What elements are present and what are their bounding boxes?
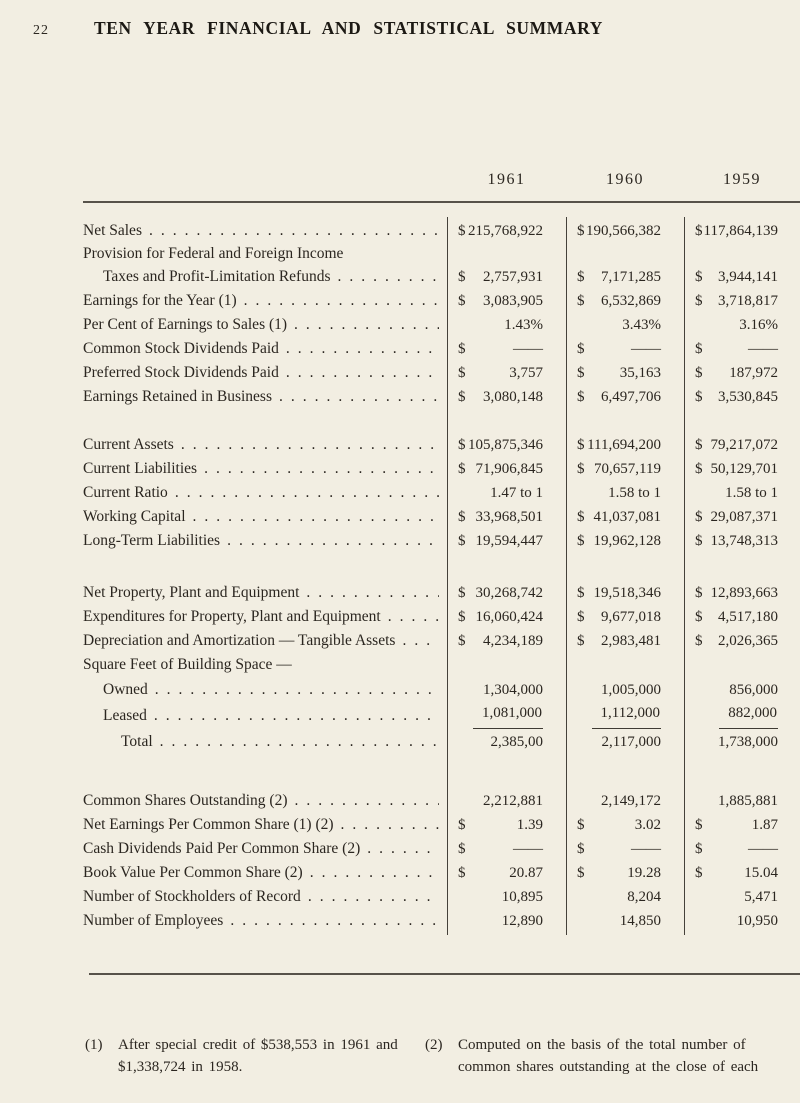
dot-leaders <box>147 703 439 729</box>
value-1960: $ 35,163 <box>577 365 661 381</box>
row-current-liabilities <box>83 457 800 481</box>
column-divider <box>566 217 567 935</box>
value-1961: $ 215,768,922 <box>458 223 543 239</box>
row-stockholders-of-record <box>83 885 800 909</box>
value-1959: $ —— <box>695 841 778 857</box>
dot-leaders <box>279 337 439 361</box>
dot-leaders <box>168 481 439 505</box>
value-1960: $ 19,518,346 <box>577 585 661 601</box>
value-1959: 3.16% <box>739 317 778 333</box>
row-label: Long-Term Liabilities <box>83 532 221 549</box>
footnote-text: Computed on the basis of the total number of <box>458 1037 746 1053</box>
dot-leaders <box>334 813 439 837</box>
value-1959: $ 117,864,139 <box>695 223 778 239</box>
value-1961: 2,212,881 <box>483 793 543 809</box>
value-1959: 5,471 <box>744 889 778 905</box>
year-header-row <box>83 167 800 193</box>
row-label: Book Value Per Common Share (2) <box>83 864 303 881</box>
value-1959: 10,950 <box>736 913 778 929</box>
value-1960: $ 6,532,869 <box>577 293 661 309</box>
value-1960: $ 3.02 <box>577 817 661 833</box>
value-1959: $ 15.04 <box>695 865 778 881</box>
value-1961: $ 16,060,424 <box>458 609 543 625</box>
value-1961: $ 33,968,501 <box>458 509 543 525</box>
row-net-sales <box>83 219 800 243</box>
value-1959: 1,738,000 <box>718 734 778 750</box>
value-1959: $ —— <box>695 341 778 357</box>
row-label: Common Shares Outstanding (2) <box>83 792 288 809</box>
page-number: 22 <box>33 23 49 38</box>
row-percent-earnings-to-sales <box>83 313 800 337</box>
row-label: Current Assets <box>83 436 174 453</box>
row-label: Square Feet of Building Space — <box>83 656 292 673</box>
column-divider <box>684 217 685 935</box>
column-header-1961: 1961 <box>487 171 526 188</box>
footnote-marker: (2) <box>425 1037 443 1053</box>
value-1960: $ 6,497,706 <box>577 389 661 405</box>
row-current-ratio <box>83 481 800 505</box>
dot-leaders <box>272 385 439 409</box>
row-label: Owned <box>103 681 148 698</box>
value-1960: 2,117,000 <box>601 734 661 750</box>
value-1961: $ —— <box>458 841 543 857</box>
value-1959: $ 29,087,371 <box>695 509 778 525</box>
value-1961: $ 20.87 <box>458 865 543 881</box>
value-1960: $ 111,694,200 <box>577 437 661 453</box>
row-label: Provision for Federal and Foreign Income <box>83 245 344 262</box>
footnote-marker: (1) <box>85 1037 103 1053</box>
value-1961: 12,890 <box>501 913 543 929</box>
value-1960: 1,112,000 <box>566 700 684 729</box>
row-label: Number of Employees <box>83 912 224 929</box>
dot-leaders <box>395 629 439 653</box>
value-1960: 1.58 to 1 <box>608 485 661 501</box>
column-divider <box>447 217 448 935</box>
dot-leaders <box>381 605 439 629</box>
value-1960: $ 7,171,285 <box>577 269 661 285</box>
value-1961: $ 1.39 <box>458 817 543 833</box>
dot-leaders <box>197 457 439 481</box>
dot-leaders <box>301 885 439 909</box>
footnote-text: $1,338,724 in 1958. <box>118 1058 243 1075</box>
dot-leaders <box>223 909 439 933</box>
row-current-assets <box>83 433 800 457</box>
value-1961: 2,385,00 <box>490 734 543 750</box>
value-1959: $ 187,972 <box>695 365 778 381</box>
value-1959: $ 12,893,663 <box>695 585 778 601</box>
bottom-rule <box>89 973 800 975</box>
value-1961: 1.47 to 1 <box>490 485 543 501</box>
value-1960: $ 190,566,382 <box>577 223 661 239</box>
row-label-line2: Taxes and Profit-Limitation Refunds <box>103 268 331 285</box>
value-1959: $ 3,944,141 <box>695 269 778 285</box>
value-1961: $ —— <box>458 341 543 357</box>
value-1961: $ 3,757 <box>458 365 543 381</box>
row-depreciation-amortization <box>83 629 800 653</box>
row-label: Earnings Retained in Business <box>83 388 272 405</box>
row-employees <box>83 909 800 933</box>
footnote-2 <box>425 1035 790 1078</box>
row-common-shares-outstanding <box>83 789 800 813</box>
value-1959: 882,000 <box>684 700 800 729</box>
row-expenditures-ppe <box>83 605 800 629</box>
dot-leaders <box>288 789 440 813</box>
value-1960: $ 70,657,119 <box>577 461 661 477</box>
row-book-value-per-share <box>83 861 800 885</box>
row-earnings-retained <box>83 385 800 409</box>
dot-leaders <box>148 677 439 703</box>
value-1961: 1,081,000 <box>447 700 566 729</box>
value-1960: $ —— <box>577 341 661 357</box>
row-provision-income-taxes <box>83 243 800 289</box>
value-1959: $ 1.87 <box>695 817 778 833</box>
row-square-feet-heading <box>83 653 800 677</box>
row-label: Net Earnings Per Common Share (1) (2) <box>83 816 334 833</box>
row-net-earnings-per-share <box>83 813 800 837</box>
footnotes <box>85 1035 790 1078</box>
table-body <box>83 203 800 937</box>
footnote-1 <box>85 1035 425 1078</box>
value-1961: $ 3,080,148 <box>458 389 543 405</box>
row-label: Depreciation and Amortization — Tangible Assets <box>83 632 396 649</box>
value-1960: 1,005,000 <box>601 682 661 698</box>
value-1960: 8,204 <box>627 889 661 905</box>
value-1960: 14,850 <box>619 913 661 929</box>
value-1961: $ 4,234,189 <box>458 633 543 649</box>
value-1961: 1.43% <box>504 317 543 333</box>
row-label: Per Cent of Earnings to Sales (1) <box>83 316 288 333</box>
year-header-spacer <box>83 167 447 193</box>
value-1959: $ 13,748,313 <box>695 533 778 549</box>
page-title: TEN YEAR FINANCIAL AND STATISTICAL SUMMARY <box>94 18 603 38</box>
footnote-text: After special credit of $538,553 in 1961 and <box>118 1037 398 1053</box>
value-1959: 1.58 to 1 <box>725 485 778 501</box>
value-1961: $ 71,906,845 <box>458 461 543 477</box>
value-1960: $ 2,983,481 <box>577 633 661 649</box>
value-1960: 2,149,172 <box>601 793 661 809</box>
dot-leaders <box>153 729 439 755</box>
row-label: Net Property, Plant and Equipment <box>83 584 300 601</box>
value-1961: $ 30,268,742 <box>458 585 543 601</box>
value-1960: $ 41,037,081 <box>577 509 661 525</box>
row-cash-dividends-per-share <box>83 837 800 861</box>
dot-leaders <box>186 505 440 529</box>
row-label: Earnings for the Year (1) <box>83 292 237 309</box>
value-1961: 10,895 <box>501 889 543 905</box>
row-earnings-for-year <box>83 289 800 313</box>
column-header-1959: 1959 <box>723 171 761 188</box>
row-common-stock-dividends <box>83 337 800 361</box>
row-long-term-liabilities <box>83 529 800 553</box>
value-1961: $ 19,594,447 <box>458 533 543 549</box>
dot-leaders <box>331 265 440 289</box>
dot-leaders <box>360 837 439 861</box>
value-1960: $ 19.28 <box>577 865 661 881</box>
row-label: Total <box>121 733 153 750</box>
dot-leaders <box>220 529 439 553</box>
row-label: Current Liabilities <box>83 460 198 477</box>
value-1959: $ 79,217,072 <box>695 437 778 453</box>
row-label: Number of Stockholders of Record <box>83 888 301 905</box>
row-net-property-plant-equipment <box>83 581 800 605</box>
dot-leaders <box>279 361 439 385</box>
dot-leaders <box>237 289 439 313</box>
dot-leaders <box>287 313 439 337</box>
value-1960: 3.43% <box>622 317 661 333</box>
value-1959: $ 2,026,365 <box>695 633 778 649</box>
row-leased <box>83 703 800 729</box>
value-1959: $ 3,718,817 <box>695 293 778 309</box>
row-label: Preferred Stock Dividends Paid <box>83 364 279 381</box>
row-label: Common Stock Dividends Paid <box>83 340 279 357</box>
footnote-text: common shares outstanding at the close of each <box>458 1058 759 1075</box>
row-label: Cash Dividends Paid Per Common Share (2) <box>83 840 361 857</box>
value-1959: 856,000 <box>729 682 778 698</box>
value-1959: $ 4,517,180 <box>695 609 778 625</box>
dot-leaders <box>299 581 439 605</box>
value-1959: $ 50,129,701 <box>695 461 778 477</box>
value-1960: $ —— <box>577 841 661 857</box>
value-1959: $ 3,530,845 <box>695 389 778 405</box>
value-1961: $ 105,875,346 <box>458 437 543 453</box>
financial-table <box>83 167 800 975</box>
row-label: Net Sales <box>83 222 142 239</box>
value-1960: $ 19,962,128 <box>577 533 661 549</box>
row-label: Working Capital <box>83 508 186 525</box>
row-total <box>83 729 800 755</box>
row-label: Current Ratio <box>83 484 168 501</box>
value-1961: $ 3,083,905 <box>458 293 543 309</box>
row-working-capital <box>83 505 800 529</box>
value-1961: $ 2,757,931 <box>458 269 543 285</box>
value-1961: 1,304,000 <box>483 682 543 698</box>
row-preferred-stock-dividends <box>83 361 800 385</box>
row-label: Leased <box>103 707 147 724</box>
row-label: Expenditures for Property, Plant and Equipment <box>83 608 381 625</box>
column-header-1960: 1960 <box>606 171 644 188</box>
value-1960: $ 9,677,018 <box>577 609 661 625</box>
dot-leaders <box>142 219 439 243</box>
dot-leaders <box>174 433 439 457</box>
page-header <box>0 0 800 39</box>
dot-leaders <box>303 861 439 885</box>
value-1959: 1,885,881 <box>718 793 778 809</box>
